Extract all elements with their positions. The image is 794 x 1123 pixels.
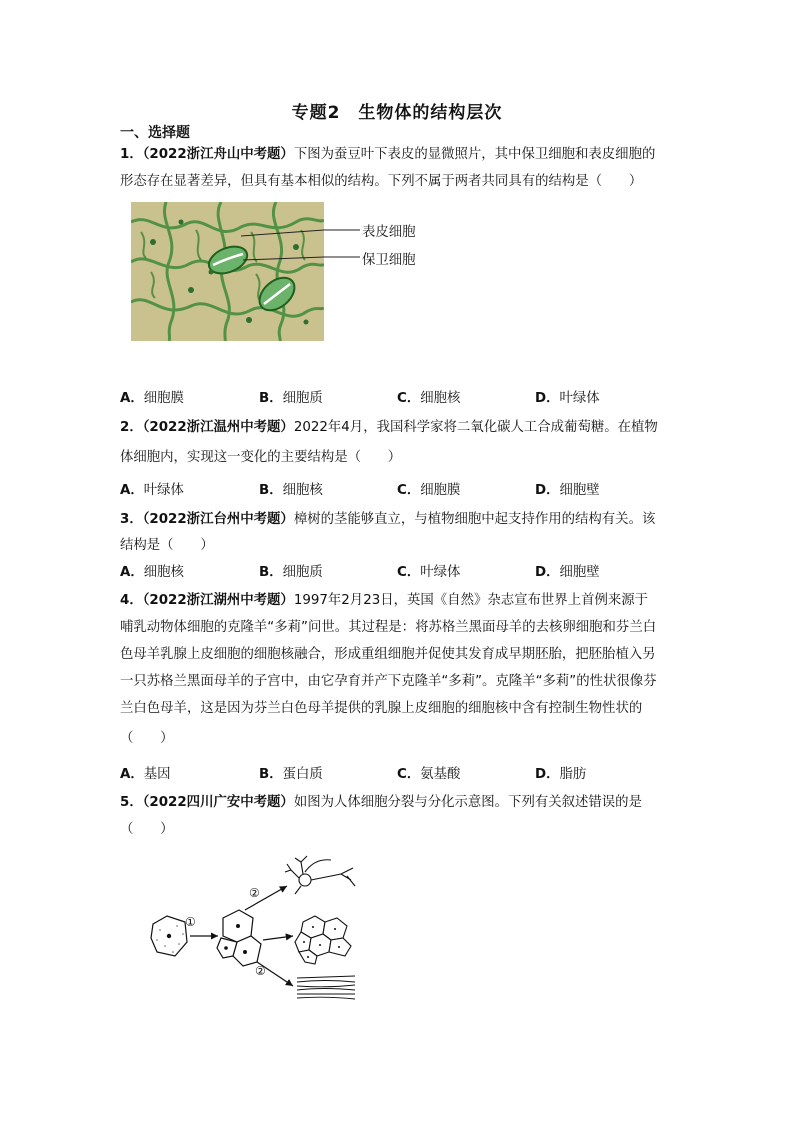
question-2-text-1: 2022年4月，我国科学家将二氧化碳人工合成葡萄糖。在植物: [293, 420, 658, 435]
neuron-cell: [285, 856, 355, 894]
question-1-line-2: 形态存在显著差异，但具有基本相似的结构。下列不属于两者共同具有的结构是（ ）: [120, 174, 643, 189]
page-title: 专题2 生物体的结构层次: [291, 103, 503, 123]
step-label-1: ①: [185, 915, 196, 929]
question-1-source: （2022浙江舟山中考题）: [142, 147, 294, 162]
option-a: A．叶绿体: [120, 483, 184, 498]
question-4-options: [120, 763, 680, 783]
step-label-2-upper: ②: [249, 886, 260, 900]
question-3-line-2: 结构是（ ）: [120, 538, 214, 553]
question-3-text-1: 樟树的茎能够直立，与植物细胞中起支持作用的结构有关。该: [293, 512, 656, 527]
question-2-source: （2022浙江温州中考题）: [142, 420, 294, 435]
question-3-source: （2022浙江台州中考题）: [142, 512, 294, 527]
question-5-number: 5．: [120, 795, 143, 810]
question-5-source: （2022四川广安中考题）: [142, 795, 294, 810]
option-c: C．氨基酸: [397, 767, 461, 782]
question-2-line-2: 体细胞内，实现这一变化的主要结构是（ ）: [120, 450, 402, 465]
epithelial-tissue: [295, 916, 351, 964]
option-a: A．基因: [120, 767, 171, 782]
question-1-text-1: 下图为蚕豆叶下表皮的显微照片，其中保卫细胞和表皮细胞的: [293, 147, 656, 162]
question-4-line-3: 色母羊乳腺上皮细胞的细胞核融合，形成重组细胞并促使其发育成早期胚胎，把胚胎植入另: [120, 647, 656, 662]
question-4-line-1: [120, 589, 648, 608]
question-5-line-2: （ ）: [120, 822, 174, 837]
question-2-options: [120, 479, 680, 499]
question-4-source: （2022浙江湖州中考题）: [142, 593, 294, 608]
muscle-tissue: [297, 976, 355, 999]
micrograph-leader-lines: [324, 220, 364, 270]
option-a: A．细胞膜: [120, 391, 184, 406]
option-d: D．细胞壁: [535, 483, 600, 498]
option-c: C．细胞核: [397, 391, 461, 406]
question-4-line-6: （ ）: [120, 731, 174, 746]
question-1-number: 1．: [120, 147, 143, 162]
option-b: B．蛋白质: [259, 767, 323, 782]
question-4-line-5: 兰白色母羊，这是因为芬兰白色母羊提供的乳腺上皮细胞的细胞核中含有控制生物性状的: [120, 701, 643, 716]
question-4-number: 4．: [120, 593, 143, 608]
question-3-options: [120, 561, 680, 581]
cell-division-differentiation-diagram: [145, 852, 365, 1007]
diagram-drawing: [145, 852, 365, 1007]
question-2-line-1: [120, 416, 658, 435]
question-4-text-1: 1997年2月23日，英国《自然》杂志宣布世界上首例来源于: [293, 593, 649, 608]
option-b: B．细胞核: [259, 483, 323, 498]
question-1-options: [120, 387, 680, 407]
step-label-2-lower: ②: [255, 964, 266, 978]
option-d: D．细胞壁: [535, 565, 600, 580]
question-4-line-2: 哺乳动物体细胞的克隆羊“多莉”问世。其过程是：将苏格兰黑面母羊的去核卵细胞和芬兰白: [120, 620, 657, 635]
micrograph-image: [131, 202, 324, 341]
option-b: B．细胞质: [259, 391, 323, 406]
question-5-line-1: [120, 791, 642, 810]
label-epidermal-cell: 表皮细胞: [362, 225, 416, 240]
question-1-line-1: [120, 143, 655, 162]
question-4-line-4: 一只苏格兰黑面母羊的子宫中，由它孕育并产下克隆羊“多莉”。克隆羊“多莉”的性状很像芬: [120, 674, 657, 689]
option-b: B．细胞质: [259, 565, 323, 580]
option-c: C．细胞膜: [397, 483, 461, 498]
leaf-epidermis-micrograph: [131, 202, 324, 341]
section-heading: 一、选择题: [120, 125, 190, 141]
question-5-text-1: 如图为人体细胞分裂与分化示意图。下列有关叙述错误的是: [293, 795, 642, 810]
question-3-line-1: [120, 508, 655, 527]
label-guard-cell: 保卫细胞: [362, 253, 416, 268]
question-3-number: 3．: [120, 512, 143, 527]
option-a: A．细胞核: [120, 565, 184, 580]
option-d: D．叶绿体: [535, 391, 600, 406]
option-d: D．脂肪: [535, 767, 587, 782]
option-c: C．叶绿体: [397, 565, 461, 580]
question-2-number: 2．: [120, 420, 143, 435]
